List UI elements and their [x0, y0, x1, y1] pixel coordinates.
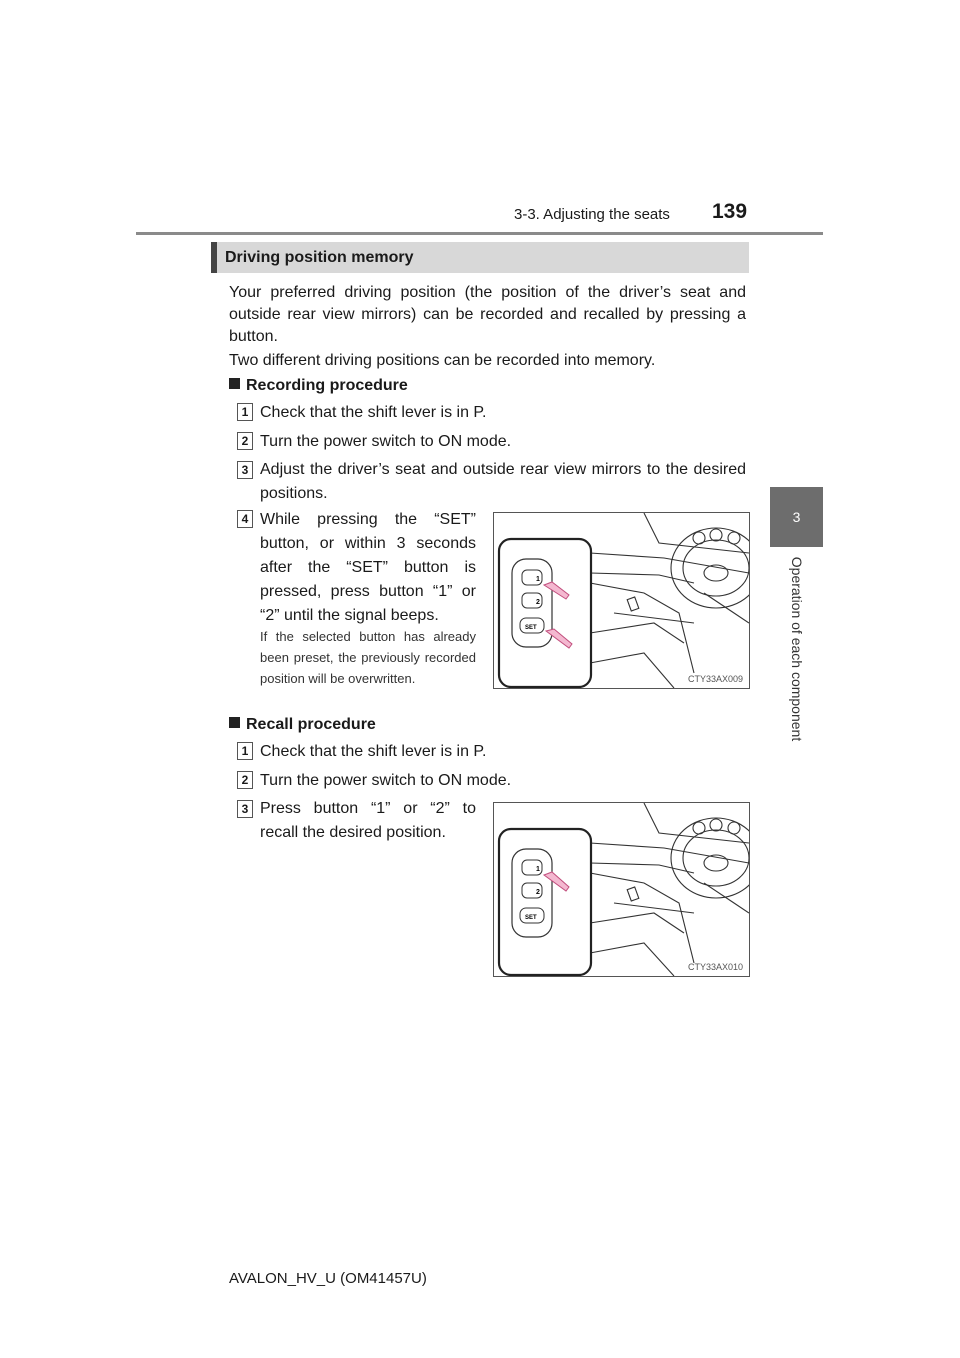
button-set-label: SET: [525, 915, 537, 921]
button-set-label: SET: [525, 625, 537, 631]
step-text: Adjust the driver’s seat and outside rear view mirrors to the desired positions.: [260, 461, 746, 502]
figure-code: CTY33AX009: [687, 674, 743, 684]
step-note: If the selected button has already been preset, the previously recorded position will be overwritten.: [260, 629, 476, 686]
step-number: 2: [237, 771, 253, 789]
intro-paragraph: Your preferred driving position (the position of the driver’s seat and outside rear view mirrors) can be recorded and recalled by pressing a button.: [229, 284, 746, 345]
step-text: Turn the power switch to ON mode.: [260, 772, 512, 789]
square-bullet-icon: [229, 378, 240, 389]
step-number: 4: [237, 510, 253, 528]
square-bullet-icon: [229, 717, 240, 728]
page-number: 139: [712, 200, 748, 223]
step-number: 3: [237, 800, 253, 818]
step-number: 3: [237, 461, 253, 479]
section-heading: Driving position memory: [211, 242, 749, 273]
recall-heading: [229, 716, 376, 734]
chapter-tab-title: Operation of each component: [788, 556, 805, 741]
chapter-tab-label: [770, 547, 823, 750]
running-header-section: 3-3. Adjusting the seats: [514, 206, 670, 223]
recording-heading: [229, 377, 408, 395]
header-rule: [136, 232, 823, 235]
step-text: Check that the shift lever is in P.: [260, 743, 487, 760]
button-1-label: 1: [536, 576, 540, 583]
button-2-label: 2: [536, 599, 540, 606]
step-text: Turn the power switch to ON mode.: [260, 433, 512, 450]
step-text: Press button “1” or “2” to recall the desired position.: [260, 800, 476, 841]
figure-recording: [493, 512, 750, 689]
step-text: While pressing the “SET” button, or within 3 seconds after the “SET” button is pressed, press button “1” or “2” until the signal beeps.: [260, 511, 476, 624]
figure-code: CTY33AX010: [687, 962, 743, 972]
button-1-label: 1: [536, 866, 540, 873]
step-number: 1: [237, 742, 253, 760]
dashboard-illustration: [494, 803, 749, 976]
dashboard-illustration: [494, 513, 749, 688]
recording-heading-text: Recording procedure: [246, 377, 408, 394]
step-number: 1: [237, 403, 253, 421]
footer-model-code: AVALON_HV_U (OM41457U): [229, 1270, 427, 1287]
figure-recall: [493, 802, 750, 977]
recall-heading-text: Recall procedure: [246, 716, 376, 733]
step-number: 2: [237, 432, 253, 450]
intro-paragraph-2: Two different driving positions can be recorded into memory.: [229, 352, 656, 369]
button-2-label: 2: [536, 889, 540, 896]
step-text: Check that the shift lever is in P.: [260, 404, 487, 421]
chapter-tab-number: 3: [770, 487, 823, 547]
